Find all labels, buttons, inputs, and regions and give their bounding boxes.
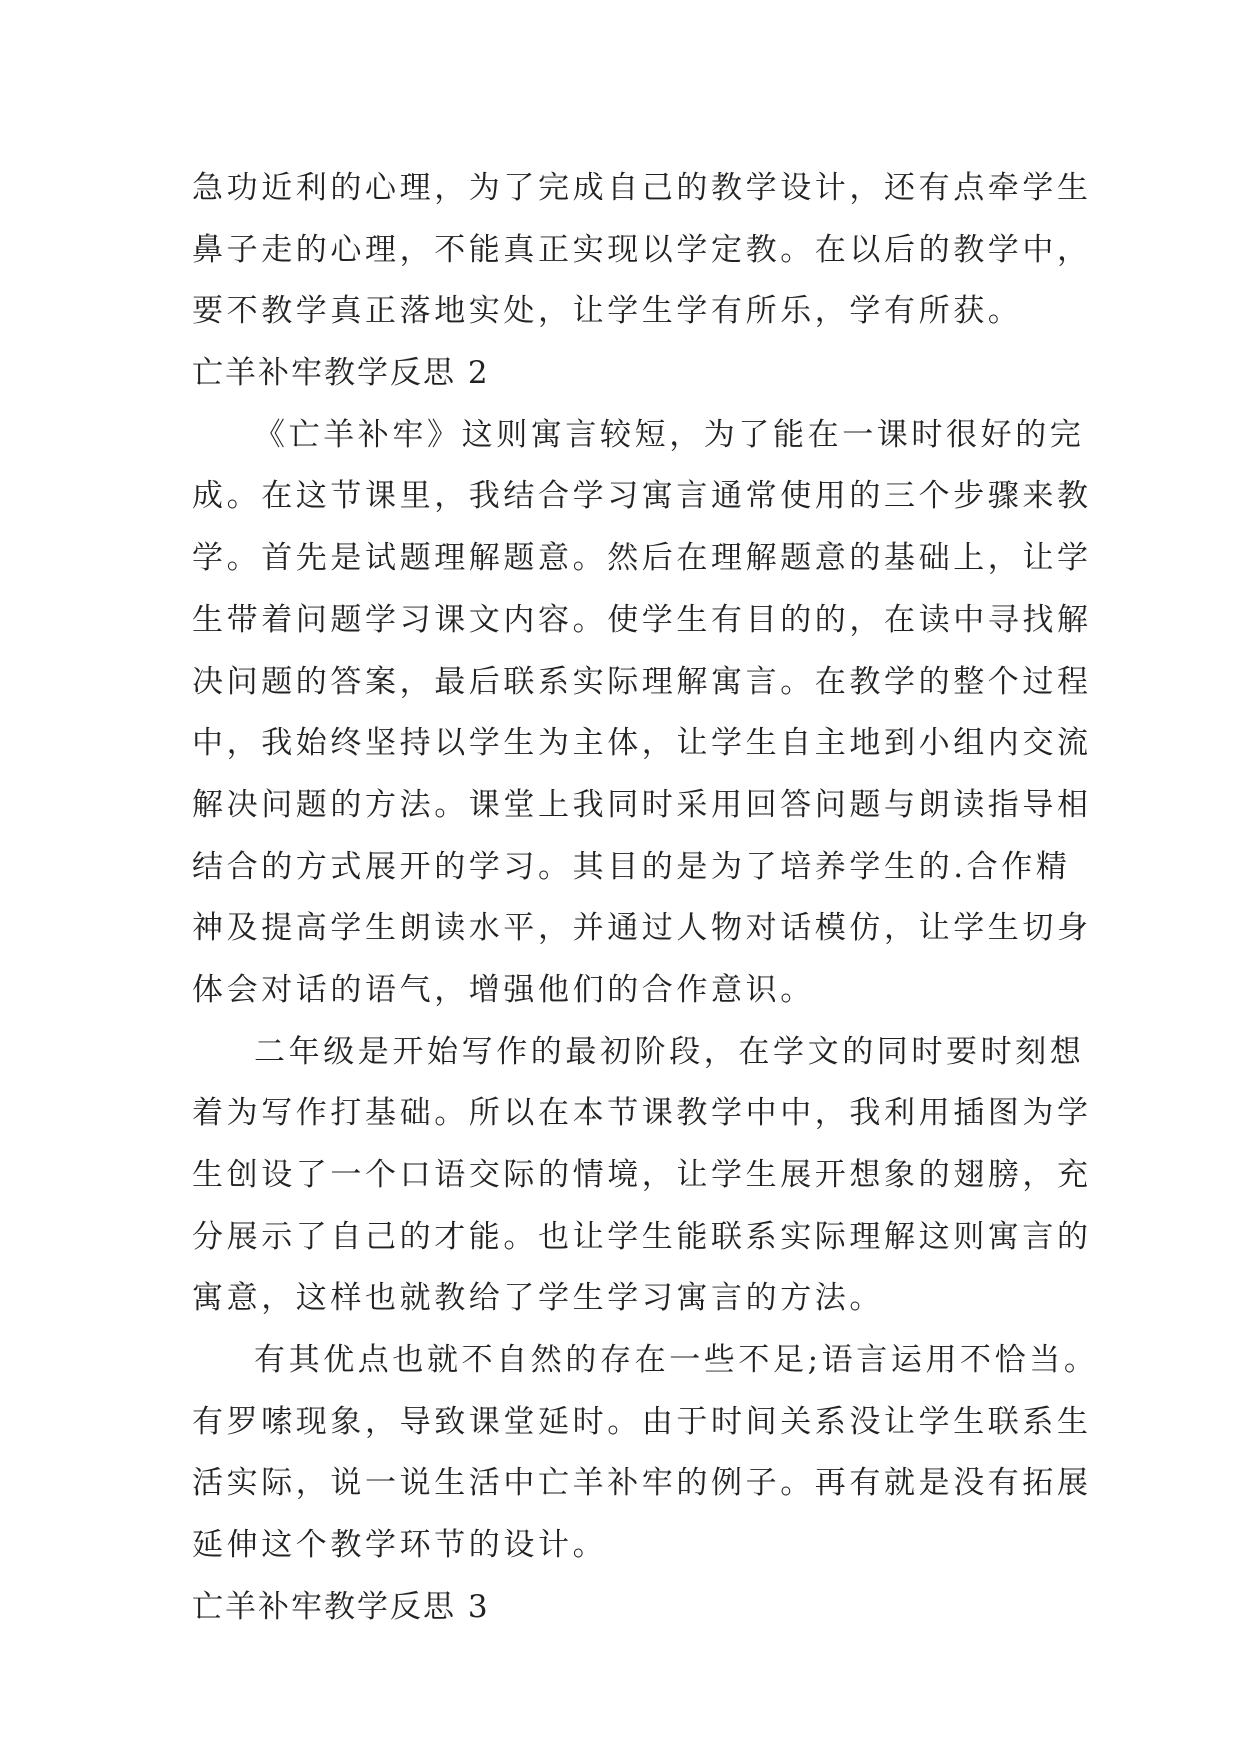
text-line: 鼻子走的心理，不能真正实现以学定教。在以后的教学中，: [192, 231, 1092, 268]
text-line: 结合的方式展开的学习。其目的是为了培养学生的.合作精: [192, 848, 1071, 885]
text-line: 生创设了一个口语交际的情境，让学生展开想象的翅膀，充: [192, 1157, 1092, 1193]
text-line: 寓意，这样也就教给了学生学习寓言的方法。: [192, 1280, 884, 1317]
section-heading: 亡羊补牢教学反思 3: [192, 1588, 490, 1625]
text-line: 分展示了自己的才能。也让学生能联系实际理解这则寓言的: [192, 1218, 1092, 1255]
text-line: 《亡羊补牢》这则寓言较短，为了能在一课时很好的完: [254, 416, 1085, 453]
text-line: 活实际，说一说生活中亡羊补牢的例子。再有就是没有拓展: [192, 1465, 1092, 1502]
text-line: 神及提高学生朗读水平，并通过人物对话模仿，让学生切身: [192, 910, 1092, 947]
text-line: 着为写作打基础。所以在本节课教学中中，我利用插图为学: [192, 1095, 1092, 1132]
text-line: 急功近利的心理，为了完成自己的教学设计，还有点牵学生: [192, 170, 1092, 206]
text-line: 中，我始终坚持以学生为主体，让学生自主地到小组内交流: [192, 725, 1092, 762]
text-line: 体会对话的语气，增强他们的合作意识。: [192, 971, 815, 1008]
text-line: 要不教学真正落地实处，让学生学有所乐，学有所获。: [192, 293, 1023, 330]
document-body: [192, 158, 1099, 1639]
text-line: 有其优点也就不自然的存在一些不足;语言运用不恰当。: [254, 1342, 1099, 1379]
text-line: 延伸这个教学环节的设计。: [192, 1527, 608, 1564]
text-line: 学。首先是试题理解题意。然后在理解题意的基础上，让学: [192, 540, 1092, 577]
text-line: 解决问题的方法。课堂上我同时采用回答问题与朗读指导相: [192, 786, 1092, 823]
text-line: 有罗嗦现象，导致课堂延时。由于时间关系没让学生联系生: [192, 1403, 1092, 1440]
section-heading: 亡羊补牢教学反思 2: [192, 355, 490, 392]
text-line: 生带着问题学习课文内容。使学生有目的的，在读中寻找解: [192, 601, 1092, 638]
text-line: 决问题的答案，最后联系实际理解寓言。在教学的整个过程: [192, 663, 1092, 700]
text-line: 成。在这节课里，我结合学习寓言通常使用的三个步骤来教: [192, 478, 1092, 515]
text-line: 二年级是开始写作的最初阶段，在学文的同时要时刻想: [254, 1033, 1085, 1070]
